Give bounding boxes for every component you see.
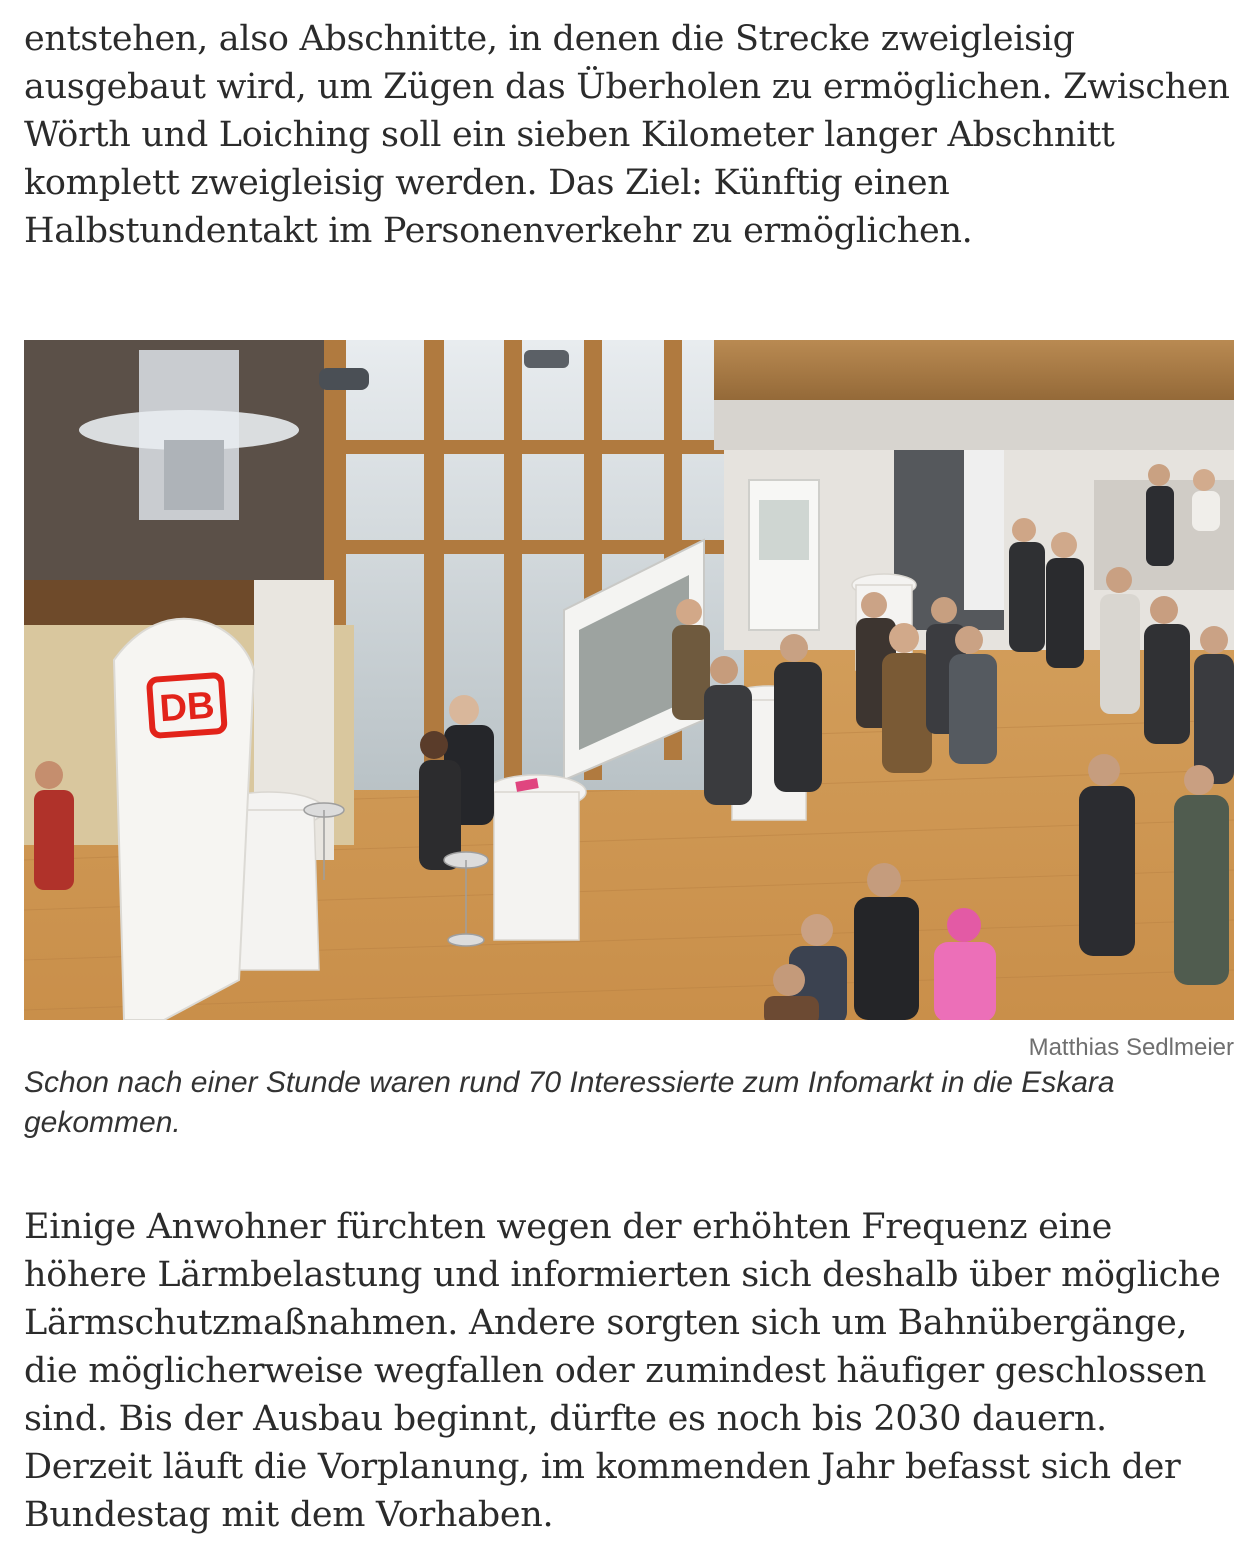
paragraph-bottom: Einige Anwohner fürchten wegen der erhöhten Frequenz eine höhere Lärmbelastung und informierten sich deshalb über mögliche Lärmschutzmaßnahmen. Andere sorgten sich um Bahnübergänge, die möglicherweise wegfallen oder zumindest häufiger geschlossen sind. Bis der Ausbau beginnt, dürfte es noch bis 2030 dauern. Derzeit läuft die Vorplanung, im kommenden Jahr befasst sich der Bundestag mit dem Vorhaben. <box>24 1207 1221 1535</box>
db-logo-text: DB <box>158 684 216 731</box>
event-photo[interactable] <box>24 340 1234 1020</box>
db-beach-flag <box>114 619 254 1020</box>
photo-caption: Schon nach einer Stunde waren rund 70 Interessierte zum Infomarkt in die Eskara gekommen. <box>24 1066 1115 1139</box>
photo-credit: Matthias Sedlmeier <box>1028 1034 1234 1061</box>
article-bottom <box>24 1203 1238 1539</box>
article-figure <box>24 340 1234 1143</box>
article-top <box>24 0 1238 255</box>
paragraph-top: entstehen, also Abschnitte, in denen die Strecke zweigleisig ausgebaut wird, um Zügen das Überholen zu ermöglichen. Zwischen Wörth und Loiching soll ein sieben Kilometer langer Abschnitt komplett zweigleisig werden. Das Ziel: Künftig einen Halbstundentakt im Personenverkehr zu ermöglichen. <box>24 19 1230 251</box>
